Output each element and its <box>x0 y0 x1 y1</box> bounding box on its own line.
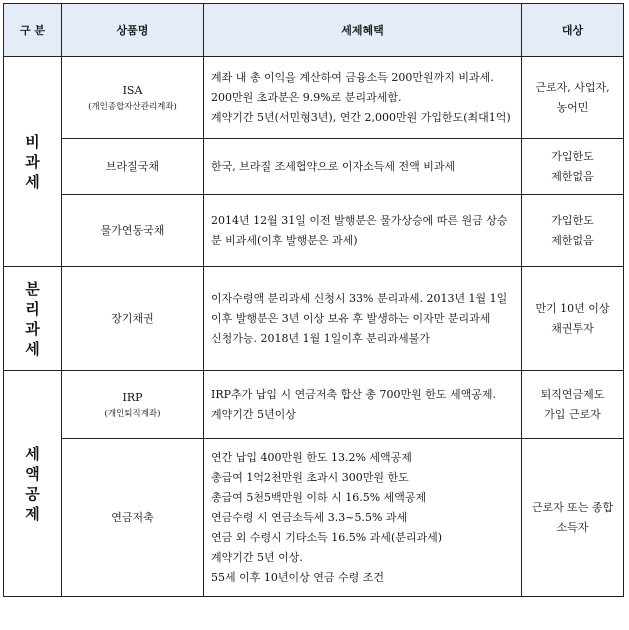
header-target: 대상 <box>522 4 624 57</box>
benefit-irp: IRP추가 납입 시 연금저축 합산 총 700만원 한도 세액공제. 계약기간 5년이상 <box>204 371 522 439</box>
target-irp: 퇴직연금제도 가입 근로자 <box>522 371 624 439</box>
product-name-isa: ISA (개인종합자산관리계좌) <box>62 57 204 139</box>
benefit-isa: 계좌 내 총 이익을 계산하여 금융소득 200만원까지 비과세. 200만원 초과분은 9.9%로 분리과세함. 계약기간 5년(서민형3년), 연간 2,000만원 가입한도(최대1억) <box>204 57 522 139</box>
category-tax-credit: 세 액 공 제 <box>4 371 62 597</box>
category-separate-tax: 분 리 과 세 <box>4 267 62 371</box>
product-name-brazil-bond: 브라질국채 <box>62 139 204 195</box>
table-row-isa <box>4 57 624 139</box>
product-name-inflation-bond: 물가연동국채 <box>62 195 204 267</box>
header-tax-benefit: 세제혜택 <box>204 4 522 57</box>
product-name-irp: IRP (개인퇴직계좌) <box>62 371 204 439</box>
product-name-pension-savings: 연금저축 <box>62 439 204 597</box>
header-row <box>4 4 624 57</box>
benefit-long-term-bond: 이자수령액 분리과세 신청시 33% 분리과세. 2013년 1월 1일 이후 발행분은 3년 이상 보유 후 발생하는 이자만 분리과세 신청가능. 2018년 1월 1일이후 분리과세불가 <box>204 267 522 371</box>
category-tax-free: 비 과 세 <box>4 57 62 267</box>
benefit-inflation-bond: 2014년 12월 31일 이전 발행분은 물가상승에 따른 원금 상승 분 비과세(이후 발행분은 과세) <box>204 195 522 267</box>
table-row-pension-savings <box>4 439 624 597</box>
table-row-irp <box>4 371 624 439</box>
benefit-brazil-bond: 한국, 브라질 조세협약으로 이자소득세 전액 비과세 <box>204 139 522 195</box>
benefit-pension-savings: 연간 납입 400만원 한도 13.2% 세액공제 총급여 1억2천만원 초과시 300만원 한도 총급여 5천5백만원 이하 시 16.5% 세액공제 연금수령 시 연금소득세 3.3~5.5% 과세 연금 외 수령시 기타소득 16.5% 과세(분리과세) 계약기간 5년 이상. 55세 이후 10년이상 연금 수령 조건 <box>204 439 522 597</box>
tax-benefit-table <box>3 3 624 597</box>
target-long-term-bond: 만기 10년 이상 채권투자 <box>522 267 624 371</box>
header-category: 구 분 <box>4 4 62 57</box>
tax-benefit-table-wrapper <box>3 3 624 597</box>
table-row-long-term-bond <box>4 267 624 371</box>
table-row-inflation-bond <box>4 195 624 267</box>
target-inflation-bond: 가입한도 제한없음 <box>522 195 624 267</box>
product-name-long-term-bond: 장기채권 <box>62 267 204 371</box>
target-brazil-bond: 가입한도 제한없음 <box>522 139 624 195</box>
target-isa: 근로자, 사업자, 농어민 <box>522 57 624 139</box>
table-row-brazil-bond <box>4 139 624 195</box>
target-pension-savings: 근로자 또는 종합 소득자 <box>522 439 624 597</box>
header-product-name: 상품명 <box>62 4 204 57</box>
